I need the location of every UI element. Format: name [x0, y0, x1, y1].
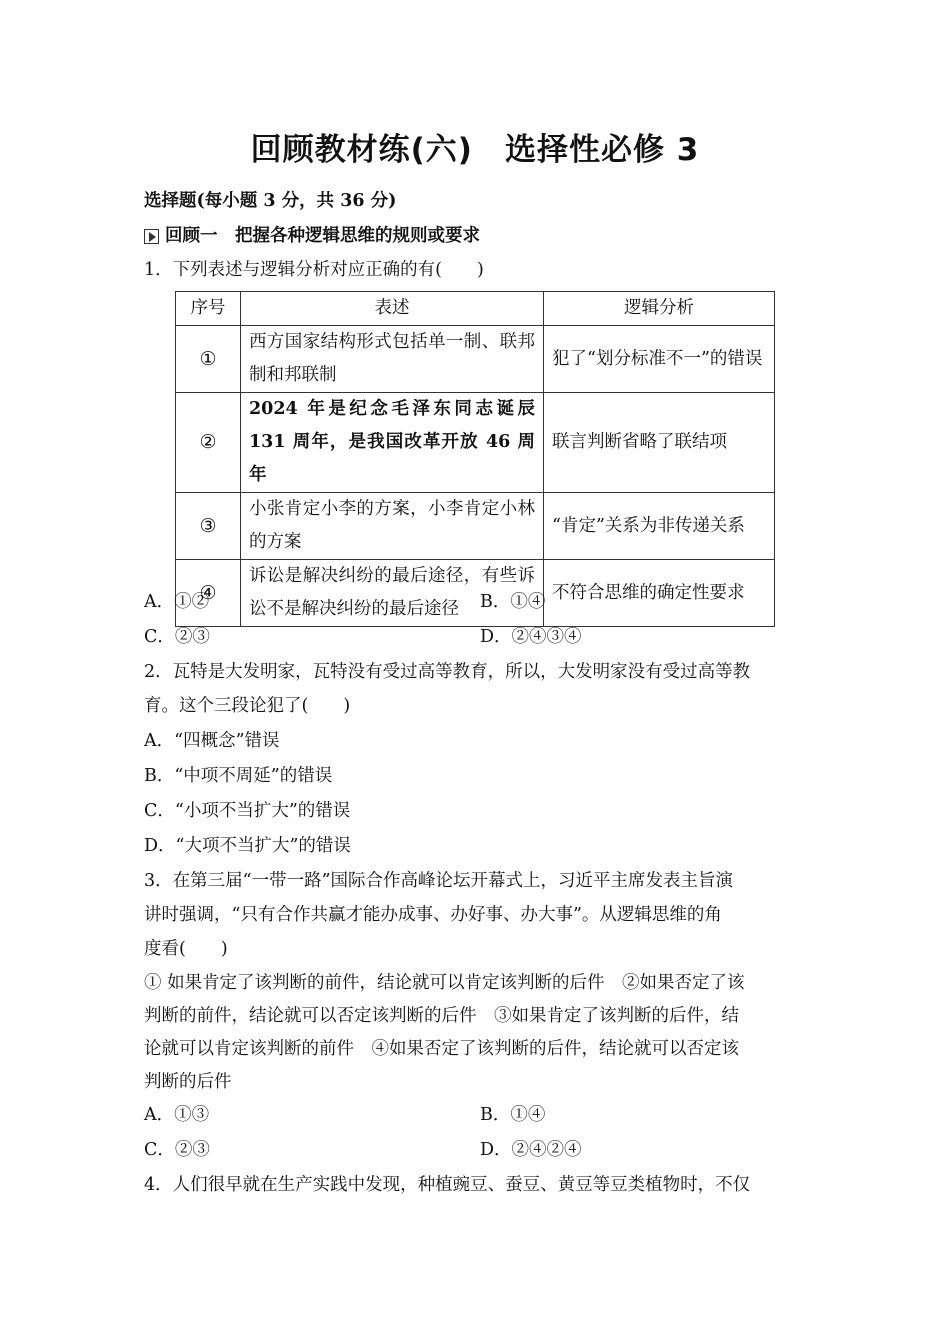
table-cell-analysis: 不符合思维的确定性要求 [544, 560, 775, 627]
q2-option-c[interactable]: C．“小项不当扩大”的错误 [144, 801, 351, 821]
table-row [176, 493, 775, 560]
table-row [176, 393, 775, 493]
q1-option-d[interactable]: D．②④③④ [480, 627, 582, 647]
q3-stem-line-3: 度看( ) [144, 939, 228, 959]
q2-option-d[interactable]: D．“大项不当扩大”的错误 [144, 836, 351, 856]
page-title: 回顾教材练(六) 选择性必修 3 [250, 132, 700, 168]
q3-option-d[interactable]: D．②④②④ [480, 1140, 582, 1160]
q3-option-b[interactable]: B．①④ [480, 1105, 546, 1125]
table-cell-analysis: “肯定”关系为非传递关系 [544, 493, 775, 560]
play-triangle-icon [144, 229, 159, 244]
table-cell-no: ① [176, 326, 241, 393]
table-cell-statement: 小张肯定小李的方案，小李肯定小林的方案 [241, 493, 544, 560]
table-cell-statement: 西方国家结构形式包括单一制、联邦制和邦联制 [241, 326, 544, 393]
q3-option-a[interactable]: A．①③ [144, 1105, 210, 1125]
review-heading [144, 224, 808, 248]
q1-option-c[interactable]: C．②③ [144, 627, 210, 647]
table-cell-statement: 诉讼是解决纠纷的最后途径，有些诉讼不是解决纠纷的最后途径 [241, 560, 544, 627]
table-header-cell: 表述 [241, 292, 544, 326]
table-cell-analysis: 犯了“划分标准不一”的错误 [544, 326, 775, 393]
q1-option-b[interactable]: B．①④ [480, 592, 546, 612]
q2-option-a[interactable]: A．“四概念”错误 [144, 731, 280, 751]
logic-analysis-table [175, 291, 775, 627]
table-header-cell: 序号 [176, 292, 241, 326]
table-row [176, 560, 775, 627]
q1-stem: 1．下列表述与逻辑分析对应正确的有( ) [144, 260, 484, 280]
q3-stem-line-1: 3．在第三届“一带一路”国际合作高峰论坛开幕式上，习近平主席发表主旨演 [144, 871, 734, 891]
table-row [176, 326, 775, 393]
q3-items-line-2: 判断的前件，结论就可以否定该判断的后件 ③如果肯定了该判断的后件，结 [144, 1006, 739, 1026]
q3-items-line-3: 论就可以肯定该判断的前件 ④如果否定了该判断的后件，结论就可以否定该 [144, 1039, 739, 1059]
table-cell-no: ④ [176, 560, 241, 627]
q2-option-b[interactable]: B．“中项不周延”的错误 [144, 766, 333, 786]
review-heading-text: 回顾一 把握各种逻辑思维的规则或要求 [165, 226, 480, 246]
table-cell-no: ③ [176, 493, 241, 560]
table-cell-statement: 2024 年是纪念毛泽东同志诞辰 131 周年，是我国改革开放 46 周年 [241, 393, 544, 493]
q3-stem-line-2: 讲时强调，“只有合作共赢才能办成事、办好事、办大事”。从逻辑思维的角 [144, 905, 722, 925]
q2-stem-line-2: 育。这个三段论犯了( ) [144, 696, 351, 716]
q4-stem-line-1: 4．人们很早就在生产实践中发现，种植豌豆、蚕豆、黄豆等豆类植物时，不仅 [144, 1175, 751, 1195]
table-cell-analysis: 联言判断省略了联结项 [544, 393, 775, 493]
q3-option-c[interactable]: C．②③ [144, 1140, 210, 1160]
table-cell-no: ② [176, 393, 241, 493]
q1-option-a[interactable]: A．①② [144, 592, 210, 612]
section-label: 选择题(每小题 3 分，共 36 分) [144, 191, 397, 211]
q3-items-line-1: ① 如果肯定了该判断的前件，结论就可以肯定该判断的后件 ②如果否定了该 [144, 973, 745, 993]
table-header-row [176, 292, 775, 326]
q2-stem-line-1: 2．瓦特是大发明家，瓦特没有受过高等教育，所以，大发明家没有受过高等教 [144, 662, 751, 682]
table-header-cell: 逻辑分析 [544, 292, 775, 326]
q3-items-line-4: 判断的后件 [144, 1072, 232, 1092]
